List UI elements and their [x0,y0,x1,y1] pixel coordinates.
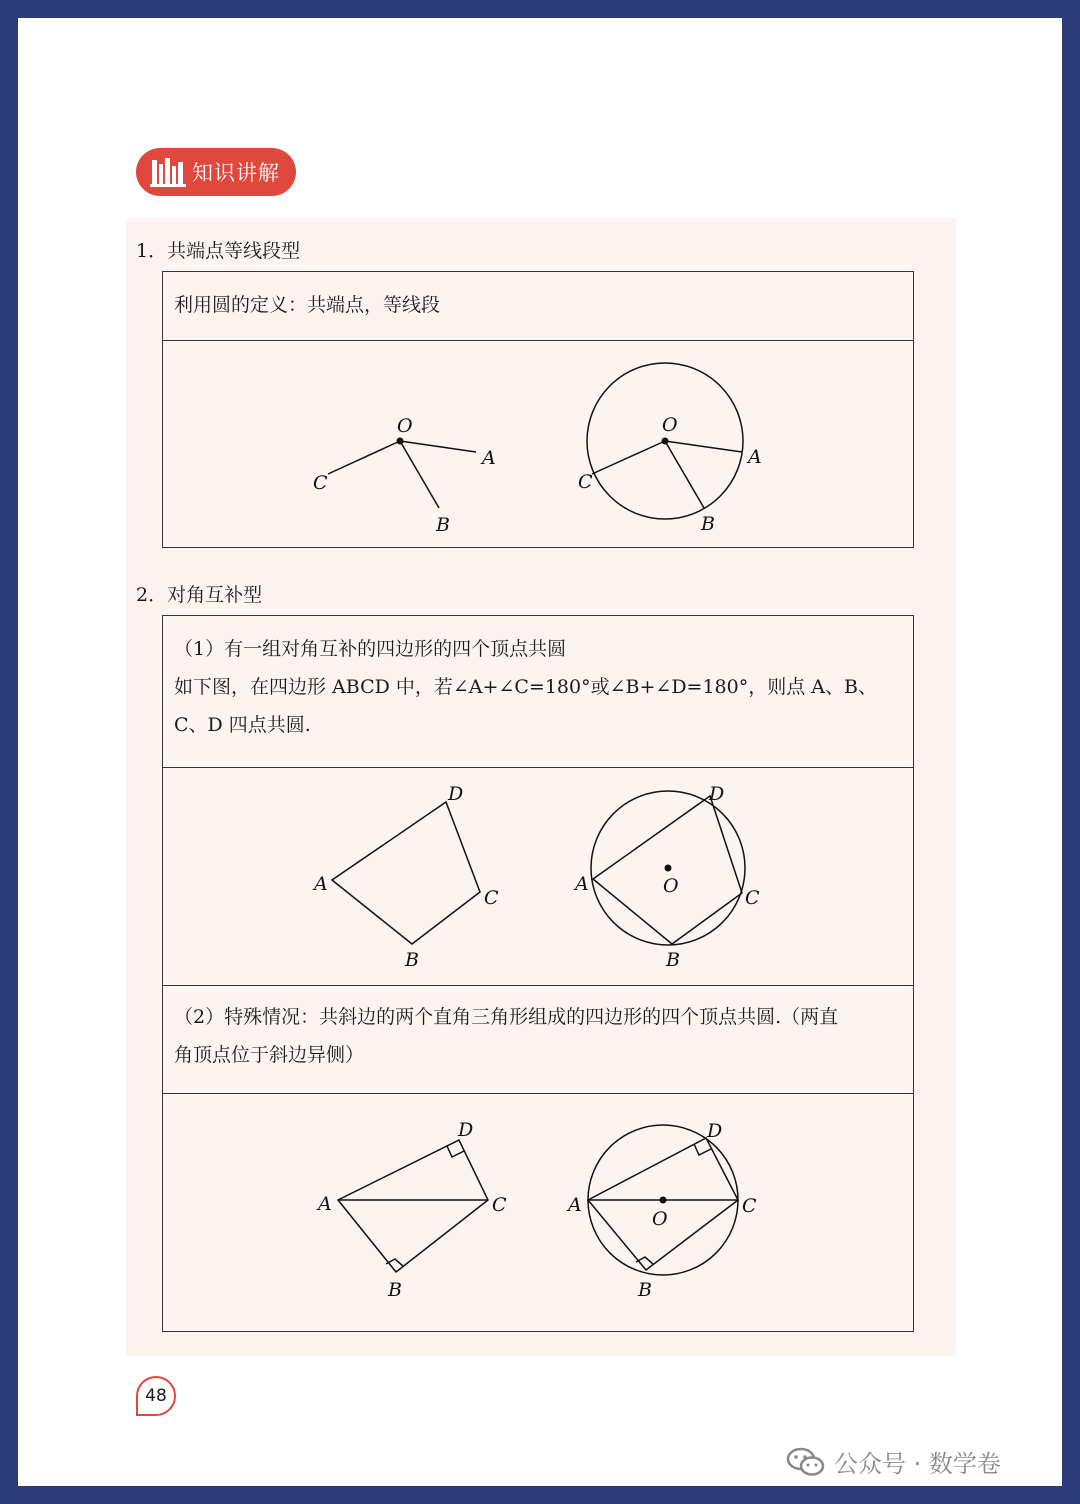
label-a: A [314,873,328,895]
section1-definition: 利用圆的定义：共端点，等线段 [174,294,441,316]
section1-heading: 1．共端点等线段型 [136,240,301,262]
section1-figures [162,341,914,547]
watermark [786,1444,1001,1479]
label-d: D [707,1120,723,1142]
label-a: A [482,447,496,469]
divider [162,985,914,986]
label-b: B [638,1279,652,1301]
figure-two-right-triangles [316,1119,507,1301]
label-c: C [742,1195,757,1217]
part1-line1: （1）有一组对角互补的四边形的四个顶点共圆 [174,638,567,660]
label-c: C [313,472,328,494]
label-d: D [458,1119,474,1141]
figure-quadrilateral [312,783,499,971]
label-a: A [748,446,762,468]
page-number [136,1376,176,1416]
wechat-icon [786,1447,826,1477]
figure-common-endpoint-circle [578,363,762,535]
part1-figures [162,768,914,984]
part1-line3: C、D 四点共圆. [174,714,311,736]
label-a: A [318,1193,332,1215]
label-a: A [575,873,589,895]
label-b: B [701,513,715,535]
label-c: C [492,1194,507,1216]
label-b: B [666,949,680,971]
label-b: B [405,949,419,971]
page-number-text: 48 [145,1386,167,1406]
label-o: O [652,1208,668,1230]
label-o: O [663,875,679,897]
part2-line1: （2）特殊情况：共斜边的两个直角三角形组成的四边形的四个顶点共圆.（两直 [174,1006,839,1028]
watermark-text: 公众号 · 数学卷 [834,1450,1001,1478]
label-c: C [745,887,760,909]
label-o: O [397,415,413,437]
label-d: D [448,783,464,805]
label-b: B [388,1279,402,1301]
label-b: B [436,514,450,536]
part1-line2: 如下图，在四边形 ABCD 中，若∠A+∠C=180°或∠B+∠D=180°，则点 A、B、 [174,676,877,698]
figure-right-triangles-circle [566,1120,757,1301]
figure-common-endpoint [313,415,496,536]
part2-line2: 角顶点位于斜边异侧） [174,1044,365,1066]
badge-label: 知识讲解 [192,161,280,185]
bookshelf-icon [150,156,186,188]
label-o: O [662,414,678,436]
label-c: C [484,887,499,909]
label-d: D [709,783,725,805]
label-c: C [578,471,593,493]
part2-figures [162,1094,914,1330]
label-a: A [568,1194,582,1216]
section-badge [136,148,296,196]
figure-cyclic-quadrilateral [573,783,760,971]
section2-heading: 2．对角互补型 [136,584,263,606]
